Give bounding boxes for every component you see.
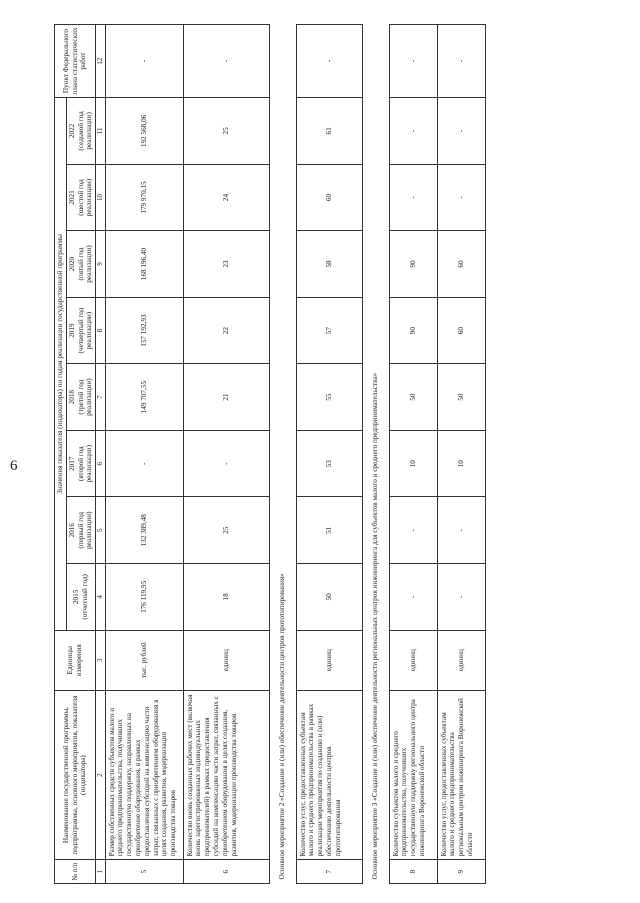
header-source: Пункт Федерального плана статистических работ: [55, 25, 96, 98]
value-cell: 57: [296, 297, 362, 364]
column-number: 4: [96, 564, 106, 631]
table-row: [437, 25, 485, 884]
value-cell: 132 389,48: [105, 497, 183, 564]
header-year: 2017 (второй год реализации): [66, 430, 95, 497]
value-cell: 18: [183, 564, 269, 631]
unit-cell: единиц: [183, 630, 269, 690]
value-cell: 61: [296, 98, 362, 165]
value-cell: 179 970,15: [105, 164, 183, 231]
value-cell: 51: [296, 497, 362, 564]
value-cell: -: [389, 98, 437, 165]
rotated-table-container: [54, 24, 576, 884]
header-name: Наименование государственной программы, подпрограммы, основного мероприятия, показателя (индикатора): [55, 690, 96, 860]
column-number: 8: [96, 297, 106, 364]
value-cell: -: [183, 25, 269, 98]
table-row: [389, 25, 437, 884]
header-group: Значения показателя (индикатора) по годам реализации государственной программы: [55, 98, 67, 631]
value-cell: 22: [183, 297, 269, 364]
value-cell: 90: [389, 297, 437, 364]
value-cell: 60: [437, 231, 485, 298]
value-cell: 50: [437, 364, 485, 431]
value-cell: 21: [183, 364, 269, 431]
indicator-name: Количество вновь созданных рабочих мест (включая вновь зарегистрированных индивидуальных предпринимателей) в рамках предоставления субсидий на компенсацию части затрат, связанных с приобретением оборудования в целях создания, развития, модернизации производства товаров: [183, 690, 269, 860]
value-cell: -: [389, 164, 437, 231]
header-year: 2021 (шестой год реализации): [66, 164, 95, 231]
value-cell: 23: [183, 231, 269, 298]
indicator-name: Количество услуг, предоставленных субъектам малого и среднего предпринимательства в рамках реализации мероприятия по созданию и (или) обеспечению деятельности центров прототипирования: [296, 690, 362, 860]
unit-cell: единиц: [389, 630, 437, 690]
value-cell: 10: [437, 430, 485, 497]
header-year: 2019 (четвертый год реализации): [66, 297, 95, 364]
value-cell: -: [183, 430, 269, 497]
header-year: 2016 (первый год реализации): [66, 497, 95, 564]
column-number: 2: [96, 690, 106, 860]
value-cell: -: [105, 430, 183, 497]
table-row: [296, 25, 362, 884]
value-cell: -: [437, 25, 485, 98]
row-number: 8: [389, 860, 437, 884]
page-number: 6: [10, 458, 19, 474]
value-cell: -: [437, 564, 485, 631]
unit-cell: тыс. рублей: [105, 630, 183, 690]
column-number: 9: [96, 231, 106, 298]
table-row: [105, 25, 183, 884]
value-cell: 50: [296, 564, 362, 631]
value-cell: -: [389, 564, 437, 631]
column-number: 3: [96, 630, 106, 690]
unit-cell: единиц: [296, 630, 362, 690]
value-cell: 24: [183, 164, 269, 231]
value-cell: 50: [389, 364, 437, 431]
value-cell: 90: [389, 231, 437, 298]
header-year: 2022 (седьмой год реализации): [66, 98, 95, 165]
column-number: 12: [96, 25, 106, 98]
column-number: 5: [96, 497, 106, 564]
column-number: 7: [96, 364, 106, 431]
column-number: 10: [96, 164, 106, 231]
section-title: Основное мероприятие 3 «Создание и (или) обеспечение деятельности региональных центров инжиниринга для субъектов малого и среднего предпринимательства»: [362, 25, 389, 884]
value-cell: -: [437, 98, 485, 165]
value-cell: 168 196,40: [105, 231, 183, 298]
value-cell: 25: [183, 98, 269, 165]
indicator-name: Количество субъектов малого и среднего предпринимательства, получивших государственную поддержку регионального центра инжиниринга Воронежской области: [389, 690, 437, 860]
value-cell: -: [105, 25, 183, 98]
value-cell: 176 119,95: [105, 564, 183, 631]
value-cell: -: [389, 25, 437, 98]
indicator-name: Количество услуг, предоставленных субъектам малого и среднего предпринимательства региональным центром инжиниринга Воронежской области: [437, 690, 485, 860]
value-cell: 149 707,55: [105, 364, 183, 431]
value-cell: -: [389, 497, 437, 564]
header-row-1: [55, 25, 67, 884]
unit-cell: единиц: [437, 630, 485, 690]
value-cell: 157 192,93: [105, 297, 183, 364]
column-number: 11: [96, 98, 106, 165]
column-number: 1: [96, 860, 106, 884]
row-number: 9: [437, 860, 485, 884]
row-number: 5: [105, 860, 183, 884]
value-cell: 58: [296, 231, 362, 298]
indicators-table: [54, 24, 486, 884]
value-cell: 25: [183, 497, 269, 564]
section-row: [362, 25, 389, 884]
table-row: [183, 25, 269, 884]
value-cell: -: [437, 497, 485, 564]
header-no: № п/п: [55, 860, 96, 884]
row-number: 7: [296, 860, 362, 884]
value-cell: 10: [389, 430, 437, 497]
header-unit: Единицы измерения: [55, 630, 96, 690]
row-number: 6: [183, 860, 269, 884]
column-number-row: [96, 25, 106, 884]
value-cell: 60: [296, 164, 362, 231]
header-year: 2020 (пятый год реализации): [66, 231, 95, 298]
value-cell: 60: [437, 297, 485, 364]
value-cell: 55: [296, 364, 362, 431]
value-cell: -: [296, 25, 362, 98]
value-cell: 53: [296, 430, 362, 497]
value-cell: 192 568,06: [105, 98, 183, 165]
section-title: Основное мероприятие 2 «Создание и (или) обеспечение деятельности центров прототипирования»: [269, 25, 296, 884]
indicator-name: Размер собственных средств субъектов малого и среднего предпринимательства, получивших государственную поддержку, направленных на приобретение оборудования, в рамках предоставления субсидий на компенсацию части затрат, связанных с приобретением оборудования в целях создания, развития, модернизации производства товаров: [105, 690, 183, 860]
header-year: 2015 (отчетный год): [66, 564, 95, 631]
column-number: 6: [96, 430, 106, 497]
value-cell: -: [437, 164, 485, 231]
header-year: 2018 (третий год реализации): [66, 364, 95, 431]
section-row: [269, 25, 296, 884]
